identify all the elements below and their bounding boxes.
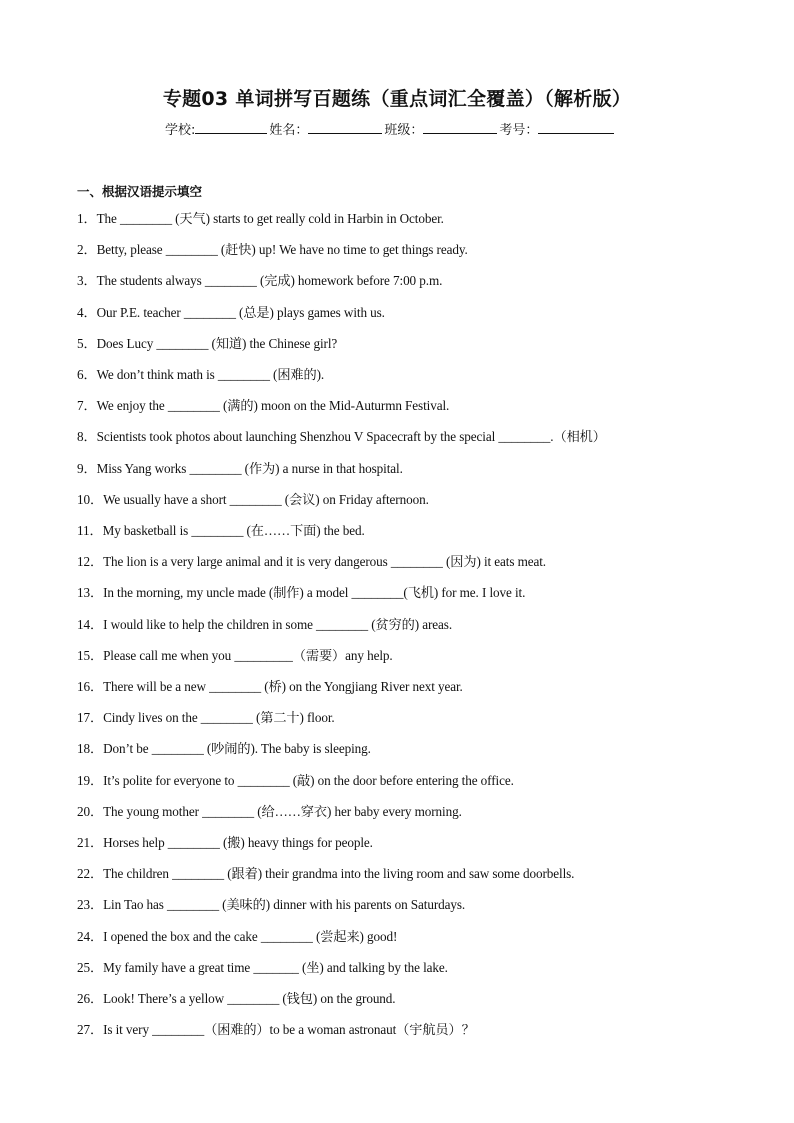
question-text: The young mother ________ (给……穿衣) her baby every morning. (103, 803, 462, 819)
question-number: 4． (77, 304, 97, 320)
question-item (77, 645, 393, 664)
question-number: 24． (77, 928, 104, 944)
question-item (77, 364, 324, 383)
question-number: 1． (77, 211, 97, 226)
question-text: Look! There’s a yellow ________ (钱包) on the ground. (103, 991, 396, 1006)
question-number: 3． (77, 273, 97, 289)
question-number: 19． (77, 772, 104, 788)
question-item (77, 676, 463, 695)
question-number: 9． (77, 460, 97, 476)
question-item (77, 770, 514, 789)
class-blank[interactable] (423, 120, 497, 134)
exam-number-label: 考号： (499, 123, 539, 138)
question-number: 10． (77, 491, 104, 507)
question-number: 11． (77, 523, 103, 538)
question-number: 21． (77, 835, 104, 850)
name-label: 姓名： (269, 123, 309, 138)
question-item (77, 520, 365, 539)
question-item (77, 239, 468, 258)
page-title: 专题03 单词拼写百题练（重点词汇全覆盖）（解析版） (162, 88, 632, 110)
question-text: Miss Yang works ________ (作为) a nurse in that hospital. (96, 460, 403, 476)
question-item (77, 801, 462, 820)
section-heading: 一、根据汉语提示填空 (77, 184, 203, 199)
question-text: Lin Tao has ________ (美味的) dinner with his parents on Saturdays. (103, 897, 466, 913)
question-text: Betty, please ________ (赶快) up! We have no time to get things ready. (96, 242, 468, 258)
question-item (77, 957, 448, 976)
question-text: The ________ (天气) starts to get really cold in Harbin in October. (96, 211, 444, 226)
question-text: Please call me when you _________（需要）any help. (103, 647, 393, 663)
question-number: 12． (77, 554, 104, 570)
question-number: 17． (77, 710, 104, 726)
question-number: 20． (77, 803, 104, 819)
question-text: The students always ________ (完成) homework before 7:00 p.m. (96, 273, 443, 289)
question-text: The children ________ (跟着) their grandma into the living room and saw some doorbells. (103, 866, 575, 882)
class-label: 班级： (384, 123, 424, 138)
student-info-line (165, 119, 765, 138)
question-number: 25． (77, 959, 104, 975)
name-field (269, 119, 384, 138)
question-text: We enjoy the ________ (满的) moon on the Mid-Auturmn Festival. (96, 398, 450, 414)
question-text: We don’t think math is ________ (困难的). (96, 367, 325, 382)
question-number: 26． (77, 991, 104, 1006)
question-text: Don’t be ________ (吵闹的). The baby is sleeping. (103, 741, 371, 757)
question-item (77, 551, 546, 570)
question-number: 6． (77, 367, 97, 382)
question-text: I would like to help the children in some ________ (贫穷的) areas. (103, 616, 453, 632)
question-item (77, 894, 465, 913)
question-item (77, 270, 442, 289)
class-field (384, 119, 499, 138)
question-item (77, 333, 337, 352)
question-text: Does Lucy ________ (知道) the Chinese girl? (96, 335, 338, 351)
question-text: My basketball is ________ (在……下面) the bed. (102, 523, 365, 538)
school-blank[interactable] (195, 120, 267, 134)
question-item (77, 582, 525, 601)
question-item (77, 614, 452, 633)
question-item (77, 926, 397, 945)
question-item (77, 988, 396, 1007)
question-number: 14． (77, 616, 104, 632)
name-blank[interactable] (308, 120, 382, 134)
question-item (77, 832, 373, 851)
question-item (77, 208, 444, 227)
question-text: We usually have a short ________ (会议) on Friday afternoon. (103, 491, 429, 507)
question-text: Cindy lives on the ________ (第二十) floor. (103, 710, 335, 726)
question-text: Horses help ________ (搬) heavy things for people. (103, 835, 373, 850)
question-item (77, 707, 335, 726)
question-item (77, 738, 371, 757)
question-number: 22． (77, 866, 104, 882)
question-text: There will be a new ________ (桥) on the Yongjiang River next year. (103, 679, 463, 694)
question-text: Our P.E. teacher ________ (总是) plays games with us. (96, 304, 385, 320)
question-text: I opened the box and the cake ________ (尝起来) good! (103, 928, 398, 944)
question-item (77, 395, 449, 414)
question-number: 8． (77, 429, 97, 445)
question-number: 16． (77, 679, 104, 694)
exam-number-field (499, 119, 616, 138)
question-item (77, 489, 429, 508)
question-number: 27． (77, 1022, 104, 1038)
question-text: It’s polite for everyone to ________ (敲) on the door before entering the office. (103, 772, 514, 788)
question-number: 7． (77, 398, 97, 414)
question-number: 5． (77, 335, 97, 351)
question-text: In the morning, my uncle made (制作) a model ________(飞机) for me. I love it. (103, 585, 526, 601)
school-field (165, 119, 269, 138)
question-item (77, 1019, 475, 1038)
question-text: Is it very ________（困难的）to be a woman astronaut（宇航员）？ (103, 1022, 475, 1038)
question-number: 23． (77, 897, 104, 913)
question-text: Scientists took photos about launching Shenzhou V Spacecraft by the special ________.（相机） (96, 429, 606, 445)
question-item (77, 302, 385, 321)
question-number: 15． (77, 647, 104, 663)
exam-number-blank[interactable] (538, 120, 614, 134)
question-number: 2． (77, 242, 97, 258)
question-text: The lion is a very large animal and it is very dangerous ________ (因为) it eats meat. (103, 554, 546, 570)
question-item (77, 863, 574, 882)
school-label: 学校: (165, 123, 196, 138)
question-number: 13． (77, 585, 104, 601)
question-item (77, 458, 403, 477)
question-number: 18． (77, 741, 104, 757)
question-text: My family have a great time _______ (坐) and talking by the lake. (103, 959, 448, 975)
question-item (77, 426, 606, 445)
